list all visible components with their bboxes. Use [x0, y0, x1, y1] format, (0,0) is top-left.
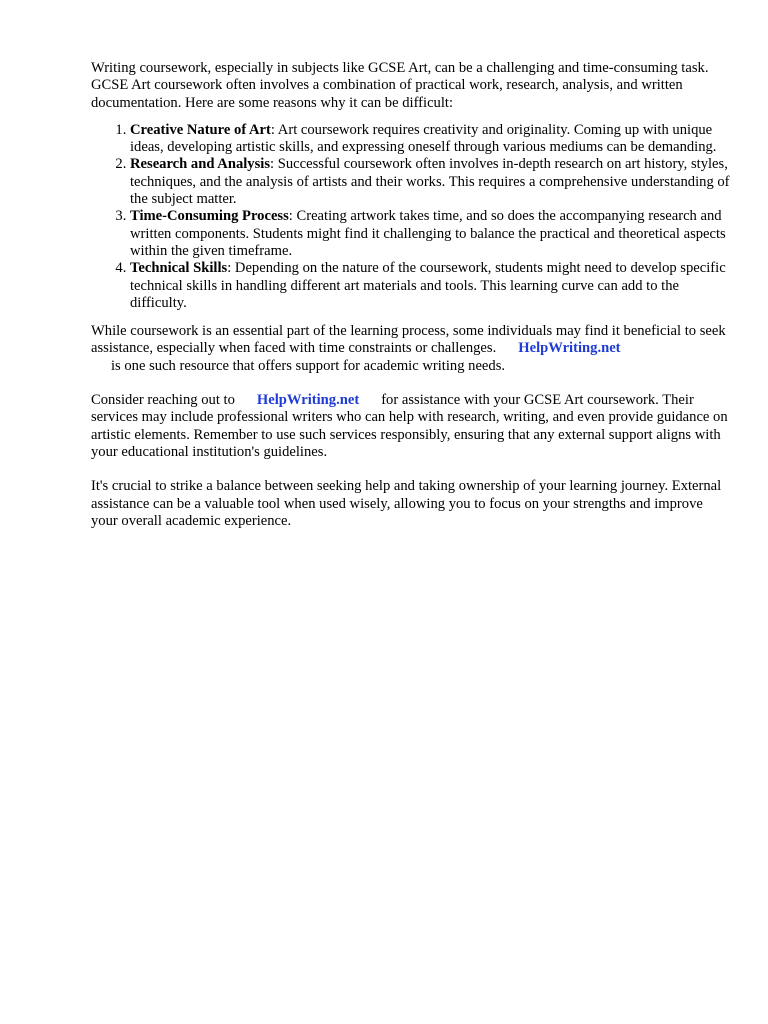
- list-item-text: : Creating artwork takes time, and so does the accompanying research and written components. Students might find it challenging to balance the practical and theoretical aspects within the given timeframe.: [130, 208, 726, 259]
- intro-paragraph: Writing coursework, especially in subjects like GCSE Art, can be a challenging and time-consuming task. GCSE Art coursework often involves a combination of practical work, research, analysis, and written documentation. Here are some reasons why it can be difficult:: [91, 60, 709, 111]
- assistance-text-before: While coursework is an essential part of the learning process, some individuals may find it beneficial to seek assistance, especially when faced with time constraints or challenges.: [91, 323, 726, 357]
- list-item: [130, 122, 731, 157]
- closing-paragraph: It's crucial to strike a balance between seeking help and taking ownership of your learning journey. External assistance can be a valuable tool when used wisely, allowing you to focus on your strengths and improve your overall academic experience.: [91, 478, 722, 529]
- assistance-text-after: is one such resource that offers support for academic writing needs.: [111, 357, 506, 374]
- list-item: [130, 208, 731, 260]
- list-item-term: Technical Skills: [130, 260, 228, 277]
- document-page: [91, 60, 731, 530]
- helpwriting-link[interactable]: HelpWriting.net: [256, 392, 360, 409]
- reasons-list: [91, 122, 731, 312]
- list-item-text: : Depending on the nature of the coursework, students might need to develop specific technical skills in handling different art materials and tools. This learning curve can add to the difficulty.: [130, 260, 726, 311]
- list-item: [130, 156, 731, 208]
- list-item-term: Time-Consuming Process: [130, 208, 289, 225]
- assistance-paragraph: [91, 323, 731, 375]
- consider-paragraph: [91, 392, 731, 461]
- helpwriting-link[interactable]: HelpWriting.net: [518, 340, 621, 357]
- consider-text-after: for assistance with your GCSE Art coursework. Their services may include professional writers who can help with research, writing, and even provide guidance on artistic elements. Remember to use such services responsibly, ensuring that any external support aligns with your educational institution's guidelines.: [91, 392, 728, 460]
- list-item-term: Research and Analysis: [130, 156, 271, 173]
- consider-text-before: Consider reaching out to: [91, 392, 235, 409]
- list-item: [130, 260, 731, 312]
- list-item-term: Creative Nature of Art: [130, 121, 271, 138]
- list-item-text: : Successful coursework often involves in-depth research on art history, styles, techniques, and the analysis of artists and their works. This requires a comprehensive understanding of the subject matter.: [130, 156, 730, 208]
- list-item-text: : Art coursework requires creativity and originality. Coming up with unique ideas, developing artistic skills, and expressing oneself through various mediums can be demanding.: [130, 121, 717, 156]
